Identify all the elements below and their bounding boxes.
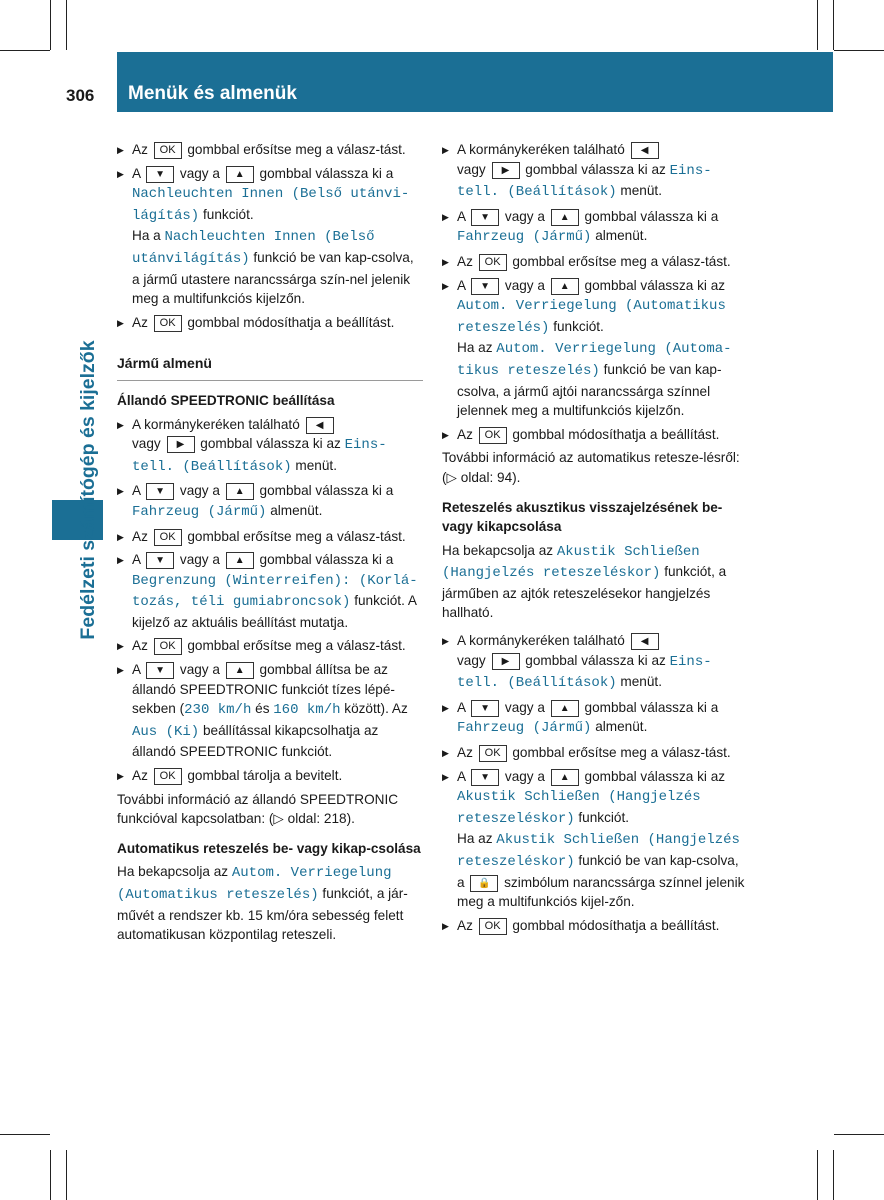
list-item: ▶ Az OK gombbal módosíthatja a beállítást. (442, 916, 748, 936)
list-item: ▶ A ▼ vagy a ▲ gombbal válassza ki az Autom. Verriegelung (Automatikus reteszelés) funkciót. Ha az Autom. Verriegelung (Automa-tikus reteszelés) funkció be van kap-csolva, a jármű ajtói narancssárga színnel jelennek meg a multifunkciós kijelzőn. (442, 276, 748, 421)
page-number: 306 (66, 86, 95, 105)
list-item: ▶ A kormánykeréken található ◀ vagy ▶ gombbal válassza ki az Eins-tell. (Beállítások) menüt. (442, 631, 748, 694)
crop-mark (833, 0, 834, 50)
lock-icon: 🔒 (470, 875, 498, 892)
menu-term: Autom. Verriegelung (Automa-tikus reteszelés) (457, 341, 732, 379)
list-item: ▶ A ▼ vagy a ▲ gombbal válassza ki a Begrenzung (Winterreifen): (Korlá-tozás, téli gumiabroncsok) funkciót. A kijelző az aktuális beállítást mutatja. (117, 550, 423, 632)
ok-key-icon: OK (479, 918, 507, 935)
menu-term: Akustik Schließen (Hangjelzés reteszeléskor) (442, 543, 700, 582)
down-key-icon: ▼ (146, 662, 174, 679)
list-item: ▶ A ▼ vagy a ▲ gombbal válassza ki az Akustik Schließen (Hangjelzés reteszeléskor) funkciót. Ha az Akustik Schließen (Hangjelzés reteszeléskor) funkció be van kap-csolva, a 🔒 szimbólum narancssárga színnel jelenik meg a multifunkciós kijel-zőn. (442, 767, 748, 912)
menu-term: Akustik Schließen (Hangjelzés reteszeléskor) (457, 789, 701, 827)
menu-term: Eins-tell. (Beállítások) (457, 162, 712, 201)
list-item: ▶ Az OK gombbal módosíthatja a beállítást. (442, 425, 748, 445)
right-key-icon: ▶ (492, 653, 520, 670)
crop-mark (0, 50, 50, 51)
crop-mark (66, 1150, 67, 1200)
left-key-icon: ◀ (306, 417, 334, 434)
ok-key-icon: OK (479, 745, 507, 762)
subsection-heading: Állandó SPEEDTRONIC beállítása (117, 392, 335, 408)
section-heading: Jármű almenü (117, 354, 423, 381)
body-paragraph: Ha bekapcsolja az Autom. Verriegelung (Automatikus reteszelés) funkciót, a jár-művét a rendszer kb. 15 km/óra sebesség felett automatikusan központilag reteszeli. (117, 864, 408, 943)
up-key-icon: ▲ (551, 278, 579, 295)
list-item: ▶ A ▼ vagy a ▲ gombbal válassza ki a Nachleuchten Innen (Belső utánvi-lágítás) funkciót. Ha a Nachleuchten Innen (Belső utánvilágítás) funkció be van kap-csolva, a jármű utastere narancssárga szín-nel jelenik meg a multifunkciós kijelzőn. (117, 164, 423, 309)
down-key-icon: ▼ (471, 700, 499, 717)
menu-term: Begrenzung (Winterreifen): (Korlá-tozás, téli gumiabroncsok) (132, 572, 418, 611)
list-item: ▶ Az OK gombbal módosíthatja a beállítást. (117, 313, 423, 333)
menu-term: Eins-tell. (Beállítások) (132, 437, 387, 475)
list-item: ▶ A ▼ vagy a ▲ gombbal válassza ki a Fahrzeug (Jármű) almenüt. (442, 698, 748, 739)
crop-mark (50, 1150, 51, 1200)
list-item: ▶ Az OK gombbal erősítse meg a válasz-tást. (117, 140, 423, 160)
crop-mark (834, 1134, 884, 1135)
down-key-icon: ▼ (146, 552, 174, 569)
up-key-icon: ▲ (551, 769, 579, 786)
list-item: ▶ A kormánykeréken található ◀ vagy ▶ gombbal válassza ki az Eins-tell. (Beállítások) menüt. (117, 415, 423, 478)
down-key-icon: ▼ (146, 483, 174, 500)
list-item: ▶ A kormánykeréken található ◀ vagy ▶ gombbal válassza ki az Eins-tell. (Beállítások) menüt. (442, 140, 748, 203)
list-item: ▶ Az OK gombbal erősítse meg a válasz-tást. (117, 636, 423, 656)
crop-mark (50, 0, 51, 50)
down-key-icon: ▼ (471, 278, 499, 295)
up-key-icon: ▲ (226, 552, 254, 569)
crop-mark (817, 1150, 818, 1200)
ok-key-icon: OK (479, 254, 507, 271)
ok-key-icon: OK (479, 427, 507, 444)
right-key-icon: ▶ (167, 436, 195, 453)
list-item: ▶ A ▼ vagy a ▲ gombbal állítsa be az állandó SPEEDTRONIC funkciót tízes lépé-sekben (230 km/h és 160 km/h között). Az Aus (Ki) beállítással kikapcsolhatja az állandó SPEEDTRONIC funkciót. (117, 660, 423, 762)
menu-term: 230 km/h (184, 702, 252, 719)
crop-mark (833, 1150, 834, 1200)
menu-term: Nachleuchten Innen (Belső utánvilágítás) (132, 229, 375, 267)
chapter-title: Fedélzeti számítógép és kijelzők (77, 340, 99, 640)
right-column (442, 140, 748, 939)
ok-key-icon: OK (154, 768, 182, 785)
down-key-icon: ▼ (146, 166, 174, 183)
crop-mark (0, 1134, 50, 1135)
up-key-icon: ▲ (226, 483, 254, 500)
ok-key-icon: OK (154, 315, 182, 332)
up-key-icon: ▲ (551, 700, 579, 717)
ok-key-icon: OK (154, 638, 182, 655)
menu-term: Akustik Schließen (Hangjelzés reteszeléskor) (457, 832, 740, 870)
left-key-icon: ◀ (631, 142, 659, 159)
info-paragraph: További információ az automatikus retesze-lésről: (▷ oldal: 94). (442, 450, 740, 485)
down-key-icon: ▼ (471, 209, 499, 226)
menu-term: Autom. Verriegelung (Automatikus reteszelés) (457, 298, 726, 336)
up-key-icon: ▲ (226, 662, 254, 679)
info-paragraph: További információ az állandó SPEEDTRONIC funkcióval kapcsolatban: (▷ oldal: 218). (117, 791, 399, 827)
menu-term: Autom. Verriegelung (Automatikus reteszelés) (117, 865, 392, 903)
body-paragraph: Ha bekapcsolja az Akustik Schließen (Hangjelzés reteszeléskor) funkciót, a járműben az ajtók reteszelésekor hangjelzés hallható. (442, 542, 727, 621)
ok-key-icon: OK (154, 529, 182, 546)
down-key-icon: ▼ (471, 769, 499, 786)
menu-term: Fahrzeug (Jármű) (457, 720, 592, 737)
menu-term: Aus (Ki) (132, 723, 200, 740)
menu-term: Eins-tell. (Beállítások) (457, 653, 712, 692)
list-item: ▶ Az OK gombbal erősítse meg a válasz-tást. (442, 252, 748, 272)
left-key-icon: ◀ (631, 633, 659, 650)
menu-term: Fahrzeug (Jármű) (132, 503, 267, 520)
list-item: ▶ Az OK gombbal tárolja a bevitelt. (117, 766, 423, 786)
subsection-heading: Automatikus reteszelés be- vagy kikap-csolása (117, 840, 421, 856)
page-title: Menük és almenük (128, 83, 297, 104)
crop-mark (66, 0, 67, 50)
subsection-heading: Reteszelés akusztikus visszajelzésének be- vagy kikapcsolása (442, 499, 723, 535)
right-key-icon: ▶ (492, 162, 520, 179)
crop-mark (834, 50, 884, 51)
menu-term: Fahrzeug (Jármű) (457, 229, 592, 246)
list-item: ▶ Az OK gombbal erősítse meg a válasz-tást. (117, 527, 423, 547)
list-item: ▶ A ▼ vagy a ▲ gombbal válassza ki a Fahrzeug (Jármű) almenüt. (442, 207, 748, 248)
menu-term: 160 km/h (273, 702, 341, 719)
left-column (117, 140, 423, 953)
list-item: ▶ A ▼ vagy a ▲ gombbal válassza ki a Fahrzeug (Jármű) almenüt. (117, 481, 423, 522)
menu-term: Nachleuchten Innen (Belső utánvi-lágítás) (132, 186, 410, 224)
up-key-icon: ▲ (551, 209, 579, 226)
crop-mark (817, 0, 818, 50)
list-item: ▶ Az OK gombbal erősítse meg a válasz-tást. (442, 743, 748, 763)
ok-key-icon: OK (154, 142, 182, 159)
up-key-icon: ▲ (226, 166, 254, 183)
